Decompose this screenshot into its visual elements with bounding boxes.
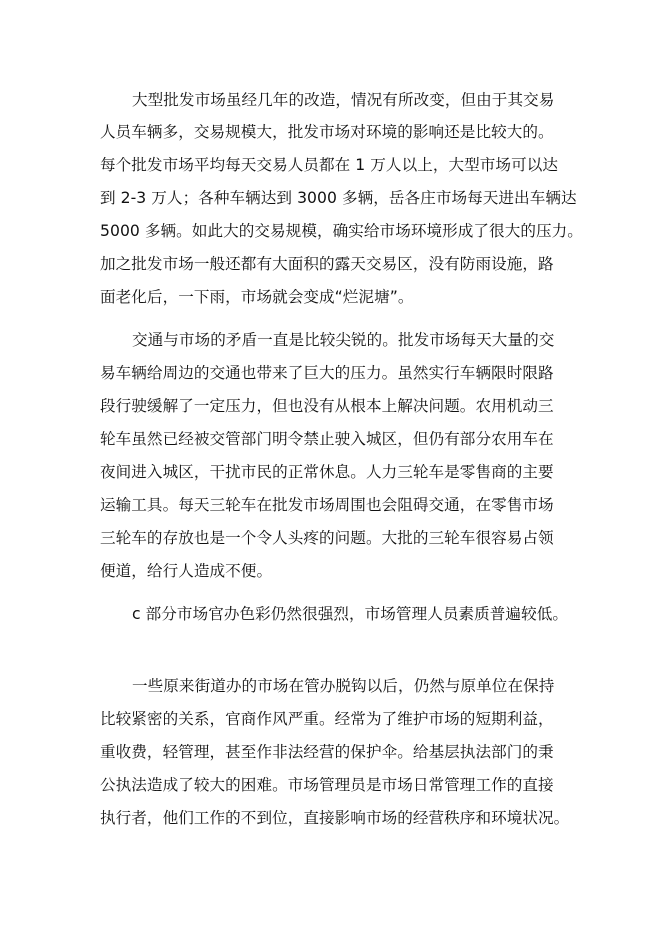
paragraph-1-line-4: 到 2-3 万人；各种车辆达到 3000 多辆，岳各庄市场每天进出车辆达 xyxy=(100,189,577,207)
paragraph-2-line-5: 夜间进入城区，干扰市民的正常休息。人力三轮车是零售商的主要 xyxy=(100,463,554,481)
paragraph-2-line-1: 交通与市场的矛盾一直是比较尖锐的。批发市场每天大量的交 xyxy=(132,331,555,349)
paragraph-1-line-6: 加之批发市场一般还都有大面积的露天交易区，没有防雨设施，路 xyxy=(100,255,554,273)
paragraph-4-line-4: 公执法造成了较大的困难。市场管理员是市场日常管理工作的直接 xyxy=(100,776,554,794)
paragraph-1-line-2: 人员车辆多，交易规模大，批发市场对环境的影响还是比较大的。 xyxy=(100,123,554,141)
paragraph-2-line-8: 便道，给行人造成不便。 xyxy=(100,562,273,580)
paragraph-4-line-1: 一些原来街道办的市场在管办脱钩以后，仍然与原单位在保持 xyxy=(132,677,555,695)
paragraph-4-line-5: 执行者，他们工作的不到位，直接影响市场的经营秩序和环境状况。 xyxy=(100,809,570,827)
paragraph-1-line-5: 5000 多辆。如此大的交易规模，确实给市场环境形成了很大的压力。 xyxy=(100,222,583,240)
paragraph-2-line-4: 轮车虽然已经被交管部门明令禁止驶入城区，但仍有部分农用车在 xyxy=(100,430,554,448)
paragraph-1-line-7: 面老化后，一下雨，市场就会变成“烂泥塘”。 xyxy=(100,288,414,306)
paragraph-4-line-2: 比较紧密的关系，官商作风严重。经常为了维护市场的短期利益， xyxy=(100,710,554,728)
paragraph-2-line-6: 运输工具。每天三轮车在批发市场周围也会阻碍交通，在零售市场 xyxy=(100,496,554,514)
paragraph-4-line-3: 重收费，轻管理，甚至作非法经营的保护伞。给基层执法部门的秉 xyxy=(100,743,554,761)
paragraph-2-line-2: 易车辆给周边的交通也带来了巨大的压力。虽然实行车辆限时限路 xyxy=(100,364,554,382)
paragraph-2-line-3: 段行驶缓解了一定压力，但也没有从根本上解决问题。农用机动三 xyxy=(100,397,554,415)
paragraph-2-line-7: 三轮车的存放也是一个令人头疼的问题。大批的三轮车很容易占领 xyxy=(100,529,554,547)
paragraph-1-line-3: 每个批发市场平均每天交易人员都在 1 万人以上，大型市场可以达 xyxy=(100,156,559,174)
paragraph-3-line-1: c 部分市场官办色彩仍然很强烈，市场管理人员素质普遍较低。 xyxy=(132,605,569,623)
paragraph-1-line-1: 大型批发市场虽经几年的改造，情况有所改变，但由于其交易 xyxy=(132,91,555,109)
